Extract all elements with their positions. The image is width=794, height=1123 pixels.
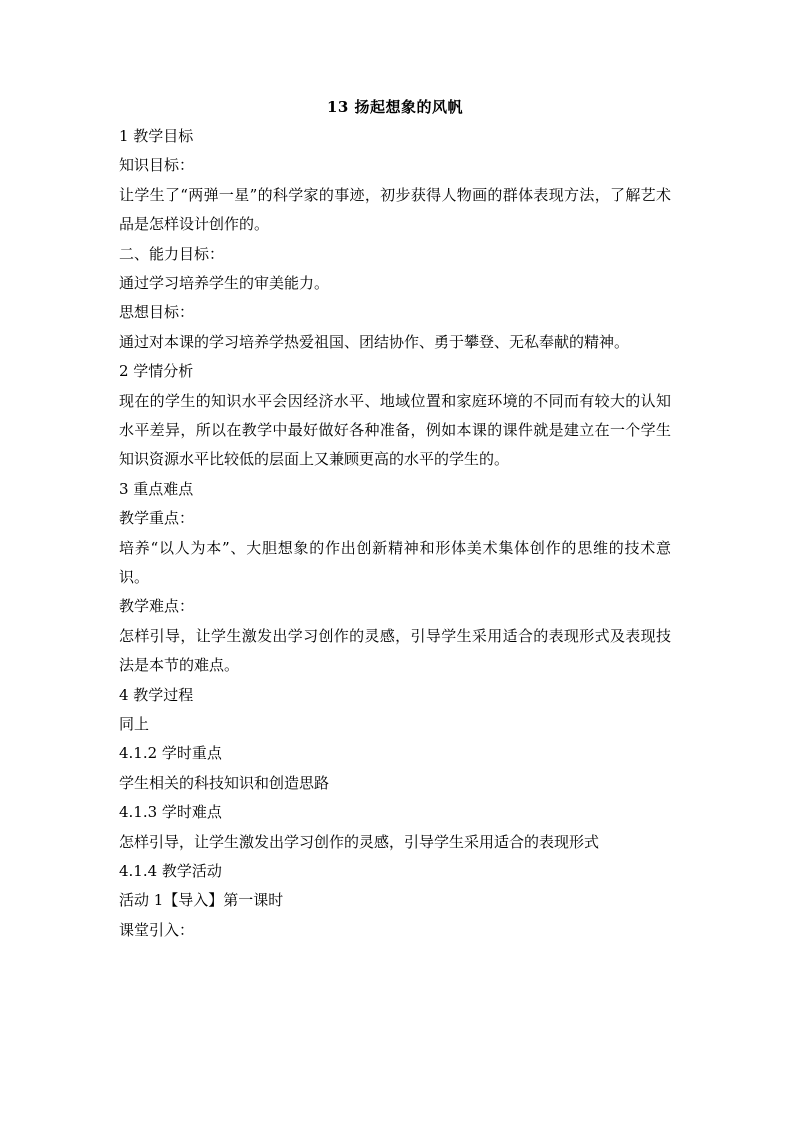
heading-teaching-goals: 1 教学目标 xyxy=(119,127,194,145)
activity-1-heading: 活动 1【导入】第一课时 xyxy=(119,891,284,910)
paragraph-same-as-above: 同上 xyxy=(119,714,150,733)
paragraph-teaching-focus: 培养“以人为本”、大胆想象的作出创新精神和形体美术集体创作的思维的技术意识。 xyxy=(119,538,671,586)
subheading-teaching-focus: 教学重点： xyxy=(119,509,195,528)
heading-teaching-process: 4 教学过程 xyxy=(119,685,194,704)
paragraph-class-introduction: 课堂引入： xyxy=(119,920,195,939)
paragraph-lesson-difficulty: 怎样引导，让学生激发出学习创作的灵感，引导学生采用适合的表现形式 xyxy=(119,832,600,851)
heading-lesson-difficulty: 4.1.3 学时难点 xyxy=(119,803,222,822)
subheading-knowledge-goals: 知识目标： xyxy=(119,156,195,175)
heading-key-difficult-points: 3 重点难点 xyxy=(119,479,194,498)
paragraph-knowledge-goals: 让学生了“两弹一星”的科学家的事迹，初步获得人物画的群体表现方法，了解艺术品是怎样设计创作的。 xyxy=(119,185,671,234)
paragraph-thought-goals: 通过对本课的学习培养学热爱祖国、团结协作、勇于攀登、无私奉献的精神。 xyxy=(119,332,630,351)
heading-student-analysis: 2 学情分析 xyxy=(119,362,194,381)
subheading-ability-goals: 二、能力目标： xyxy=(119,244,225,263)
document-body xyxy=(119,92,671,945)
heading-teaching-activities: 4.1.4 教学活动 xyxy=(119,861,222,880)
paragraph-teaching-difficulty: 怎样引导，让学生激发出学习创作的灵感，引导学生采用适合的表现形式及表现技法是本节的难点。 xyxy=(119,626,671,675)
document-title: 13 扬起想象的风帆 xyxy=(326,98,464,116)
paragraph-lesson-focus: 学生相关的科技知识和创造思路 xyxy=(119,773,330,792)
subheading-teaching-difficulty: 教学难点： xyxy=(119,597,195,616)
subheading-thought-goals: 思想目标： xyxy=(119,303,195,322)
paragraph-student-analysis: 现在的学生的知识水平会因经济水平、地域位置和家庭环境的不同而有较大的认知水平差异，所以在教学中最好做好各种准备，例如本课的课件就是建立在一个学生知识资源水平比较低的层面上又兼顾更高的水平的学生的。 xyxy=(119,391,671,469)
heading-lesson-focus: 4.1.2 学时重点 xyxy=(119,744,222,763)
paragraph-ability-goals: 通过学习培养学生的审美能力。 xyxy=(119,273,330,292)
